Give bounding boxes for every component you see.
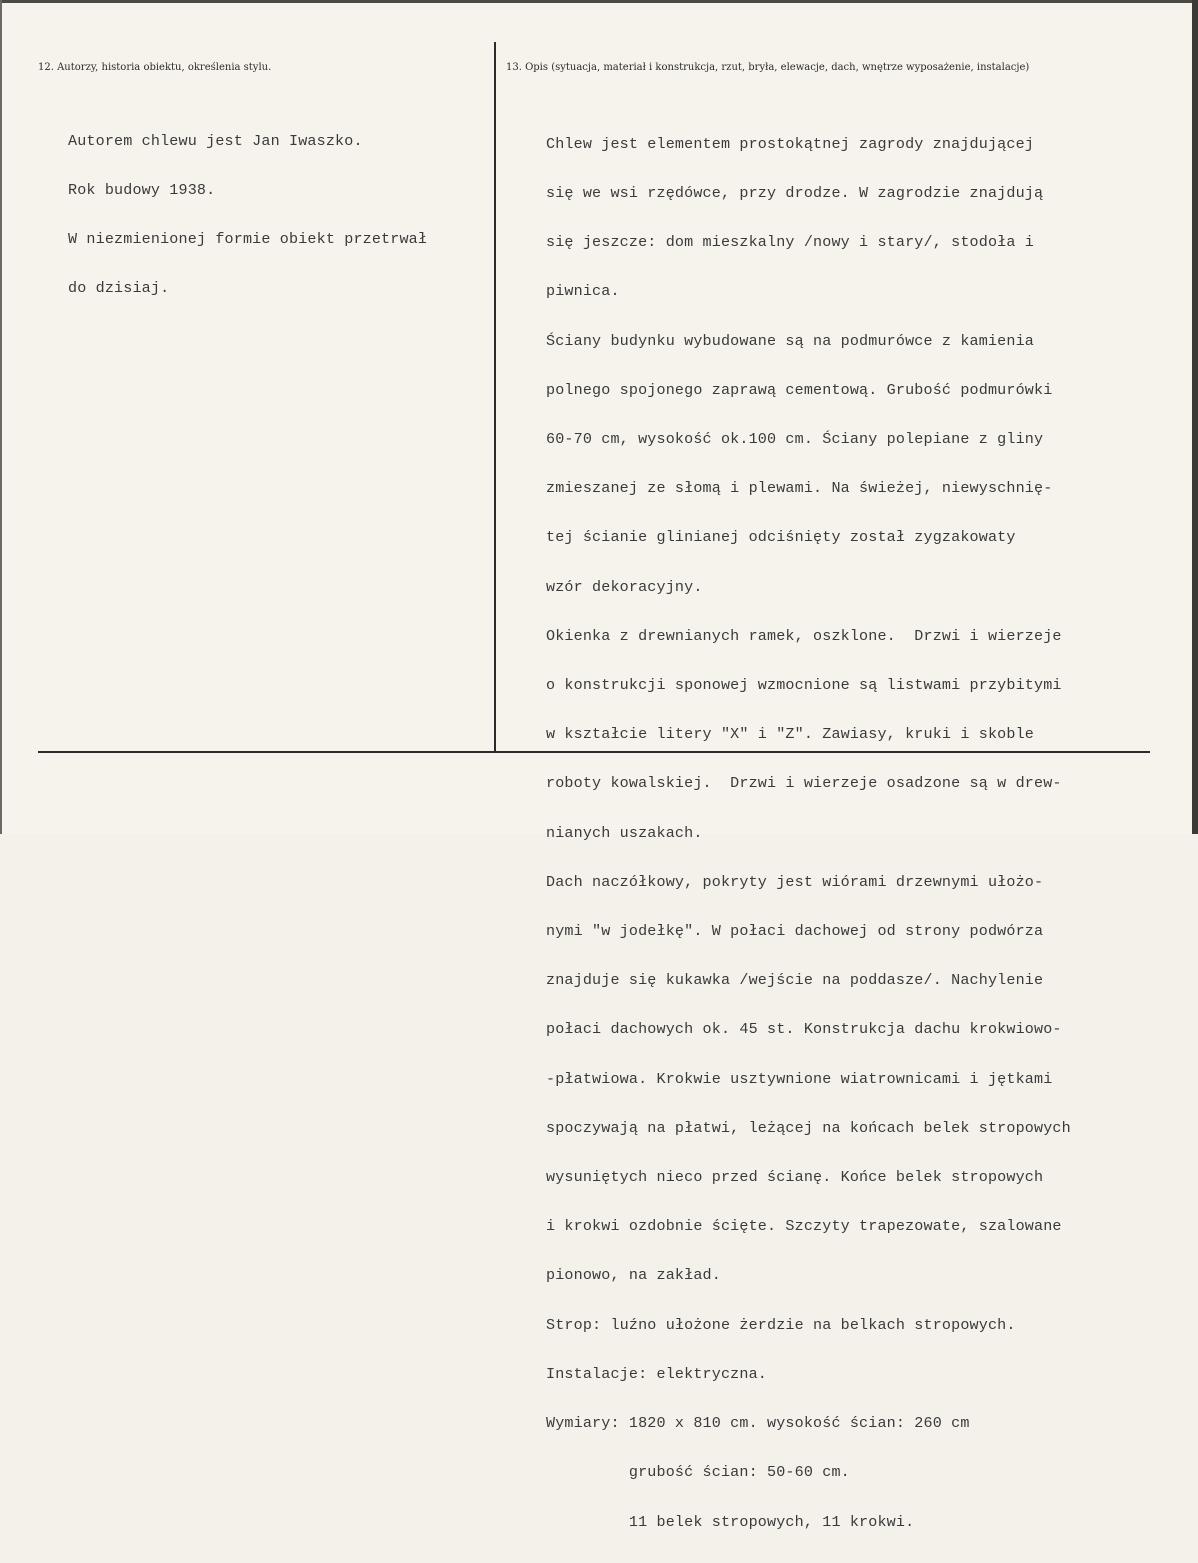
text-line: roboty kowalskiej. Drzwi i wierzeje osadzone są w drew- [546,774,1062,793]
card-right-edge [1192,0,1198,834]
text-line: do dzisiaj. [68,279,170,298]
text-line: Instalacje: elektryczna. [546,1364,767,1383]
text-line: wzór dekoracyjny. [546,577,703,596]
text-line: Strop: luźno ułożone żerdzie na belkach stropowych. [546,1315,1016,1334]
text-line: się jeszcze: dom mieszkalny /nowy i stary/, stodoła i [546,233,1035,252]
text-line: wysuniętych nieco przed ścianę. Końce belek stropowych [546,1168,1044,1187]
text-line: Wymiary: 1820 x 810 cm. wysokość ścian: 260 cm [546,1414,970,1433]
text-line: zmieszanej ze słomą i plewami. Na świeżej, niewyschnię- [546,479,1053,498]
section-12-heading: 12. Autorzy, historia obiektu, określenia stylu. [38,62,272,73]
text-line: grubość ścian: 50-60 cm. [546,1463,850,1482]
text-line: -płatwiowa. Krokwie usztywnione wiatrownicami i jętkami [546,1069,1053,1088]
text-line: Okienka z drewnianych ramek, oszklone. Drzwi i wierzeje [546,626,1062,645]
text-line: Ściany budynku wybudowane są na podmurówce z kamienia [546,331,1035,350]
section-12-text [68,100,427,330]
text-line: nymi "w jodełkę". W połaci dachowej od strony podwórza [546,922,1044,941]
text-line: w kształcie litery "X" i "Z". Zawiasy, kruki i skoble [546,725,1035,744]
text-line: 60-70 cm, wysokość ok.100 cm. Ściany polepiane z gliny [546,430,1044,449]
text-line: połaci dachowych ok. 45 st. Konstrukcja dachu krokwiowo- [546,1020,1062,1039]
text-line: Autorem chlewu jest Jan Iwaszko. [68,131,363,150]
text-line: piwnica. [546,282,620,301]
text-line: spoczywają na płatwi, leżącej na końcach belek stropowych [546,1118,1071,1137]
column-divider [494,42,496,752]
text-line: Dach naczółkowy, pokryty jest wiórami drzewnymi ułożo- [546,872,1044,891]
text-line: 11 belek stropowych, 11 krokwi. [546,1512,915,1531]
section-13-heading: 13. Opis (sytuacja, materiał i konstrukcja, rzut, bryła, elewacje, dach, wnętrze wyposażenie, instalacje) [506,62,1030,73]
text-line: pionowo, na zakład. [546,1266,721,1285]
text-line: o konstrukcji sponowej wzmocnione są listwami przybitymi [546,676,1062,695]
text-line: się we wsi rzędówce, przy drodze. W zagrodzie znajdują [546,184,1044,203]
text-line: tej ścianie glinianej odciśnięty został zygzakowaty [546,528,1016,547]
card-left-edge [0,0,2,834]
text-line: i krokwi ozdobnie ścięte. Szczyty trapezowate, szalowane [546,1217,1062,1236]
text-line: Chlew jest elementem prostokątnej zagrody znajdującej [546,134,1035,153]
section-13-text [546,103,1071,1563]
text-line: polnego spojonego zaprawą cementową. Grubość podmurówki [546,380,1053,399]
text-line: nianych uszakach. [546,823,703,842]
card-top-edge [0,0,1198,3]
text-line: Rok budowy 1938. [68,181,216,200]
text-line: W niezmienionej formie obiekt przetrwał [68,230,428,249]
text-line: znajduje się kukawka /wejście na poddasze/. Nachylenie [546,971,1044,990]
